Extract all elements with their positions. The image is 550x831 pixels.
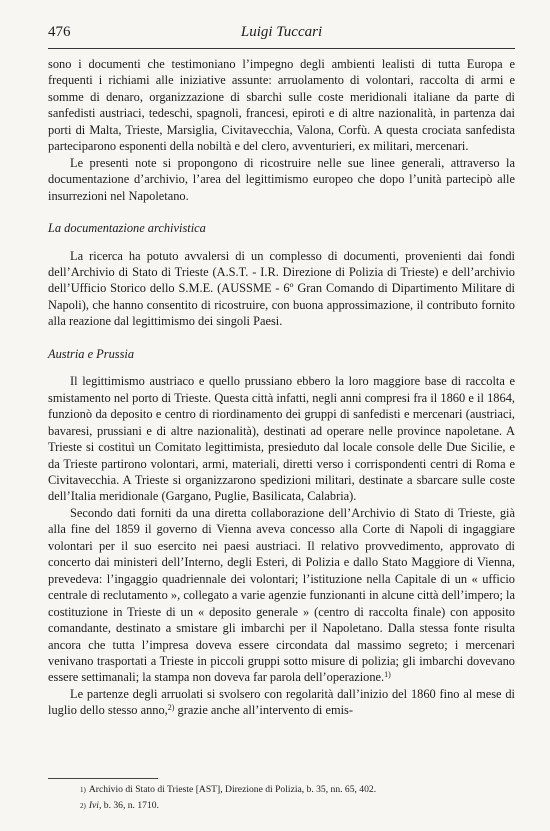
running-head (48, 10, 515, 50)
paragraph: Il legittimismo austriaco e quello prussiano ebbero la loro maggiore base di raccolta e smistamento nel porto di Trieste. Questa città infatti, negli anni compresi fra il 1860 e il 1864, funzionò da deposito e centro di riordinamento dei gruppi di sanfedisti e mercenari (austriaci, bavaresi, prussiani e di altre nazionalità), destinati ad operare nelle province napoletane. A Trieste si costituì un Comitato legittimista, presieduto dal locale console delle Due Sicilie, e da Trieste partirono volontari, armi, materiali, diretti verso i corrispondenti centri di Roma e Civitavecchia. A Trieste si organizzarono spedizioni militari, destinate a sbarcare sulle coste dell’Italia meridionale (Gargano, Puglie, Basilicata, Calabria). (48, 374, 515, 504)
paragraph-text: grazie anche all’intervento di emis- (174, 703, 354, 718)
page-body (48, 56, 515, 719)
footnote-ref[interactable]: 1) (384, 670, 391, 680)
footnote-ref[interactable]: 2) (167, 703, 175, 713)
paragraph-text: Le partenze degli arruolati si svolsero con regolarità dall’inizio del 1860 fino al mese di luglio dello stesso anno, (48, 686, 515, 718)
paragraph-text: Secondo dati forniti da una diretta collaborazione dell’Archivio di Stato di Trieste, già alla fine del 1859 il governo di Vienna aveva concesso alla Corte di Napoli di ingaggiare volontari per il suo esercito nei paesi austriaci. Il relativo provvedimento, approvato di concerto dai ministeri dell’Interno, degli Esteri, di Polizia e dallo Stato Maggiore di Vienna, prevedeva: l’ingaggio quadriennale dei volontari; l’istituzione nella Capitale di un « ufficio centrale di reclutamento », collegato a varie agenzie funzionanti in alcune città dell’impero; la costituzione in Trieste di un « deposito generale » (centro di raccolta finale) con apposito comandante, destinato a smistare gli imbarchi per il Napoletano. Dalla stessa fonte risulta ancora che tutta l’impresa doveva essere circondata dal massimo segreto; i mercenari venivano trasportati a Trieste in piccoli gruppi sotto misure di polizia; gli imbarchi dovevano essere settimanali; la stampa non doveva far parola dell’operazione. (48, 505, 515, 685)
running-head-author: Luigi Tuccari (240, 24, 323, 40)
paragraph (48, 505, 515, 686)
paragraph: Le presenti note si propongono di ricostruire nelle sue linee generali, attraverso la documentazione d’archivio, l’area del legittimismo europeo che dopo l’unità partecipò alle insurrezioni nel Napoletano. (48, 155, 515, 203)
footnote (80, 782, 510, 798)
paragraph: La ricerca ha potuto avvalersi di un complesso di documenti, provenienti dai fondi dell’Archivio di Stato di Trieste (A.S.T. - I.R. Direzione di Polizia di Trieste) e dell’archivio dell’Ufficio Storico dello S.M.E. (AUSSME - 6º Gran Comando di Dipartimento Militare di Napoli), che hanno consentito di ricostruire, con buona approssimazione, il contributo fornito alla reazione dal legittimismo dei singoli Paesi. (48, 248, 515, 329)
footnote-text: b. 36, n. 1710. (101, 800, 159, 811)
paragraph (48, 686, 515, 719)
footnote-ibid: Ivi, (88, 800, 102, 811)
page-number: 476 (48, 24, 71, 40)
section-heading: La documentazione archivistica (48, 221, 206, 236)
footnote-marker: 1) (80, 786, 86, 794)
footnote-marker: 2) (80, 802, 86, 810)
footnote (80, 798, 510, 814)
footnotes (80, 782, 510, 814)
footnote-text: Archivio di Stato di Trieste [AST], Direzione di Polizia, b. 35, nn. 65, 402. (88, 784, 377, 795)
section-heading: Austria e Prussia (48, 346, 135, 361)
paragraph: sono i documenti che testimoniano l’impegno degli ambienti lealisti di tutta Europa e frequenti i richiami alle iniziative assunte: arruolamento di volontari, raccolta di armi e somme di denaro, organizzazione di sbarchi sulle coste meridionali italiane da parte di sanfedisti austriaci, tedeschi, spagnoli, francesi, epiroti e di altre nazionalità, in partenza dai porti di Malta, Trieste, Marsiglia, Civitavecchia, Valona, Corfù. A questa crociata sanfedista parteciparono esponenti della nobiltà e del clero, avventurieri, ex militari, mercenari. (48, 57, 515, 154)
footnote-rule (48, 778, 158, 779)
header-rule (48, 48, 515, 49)
